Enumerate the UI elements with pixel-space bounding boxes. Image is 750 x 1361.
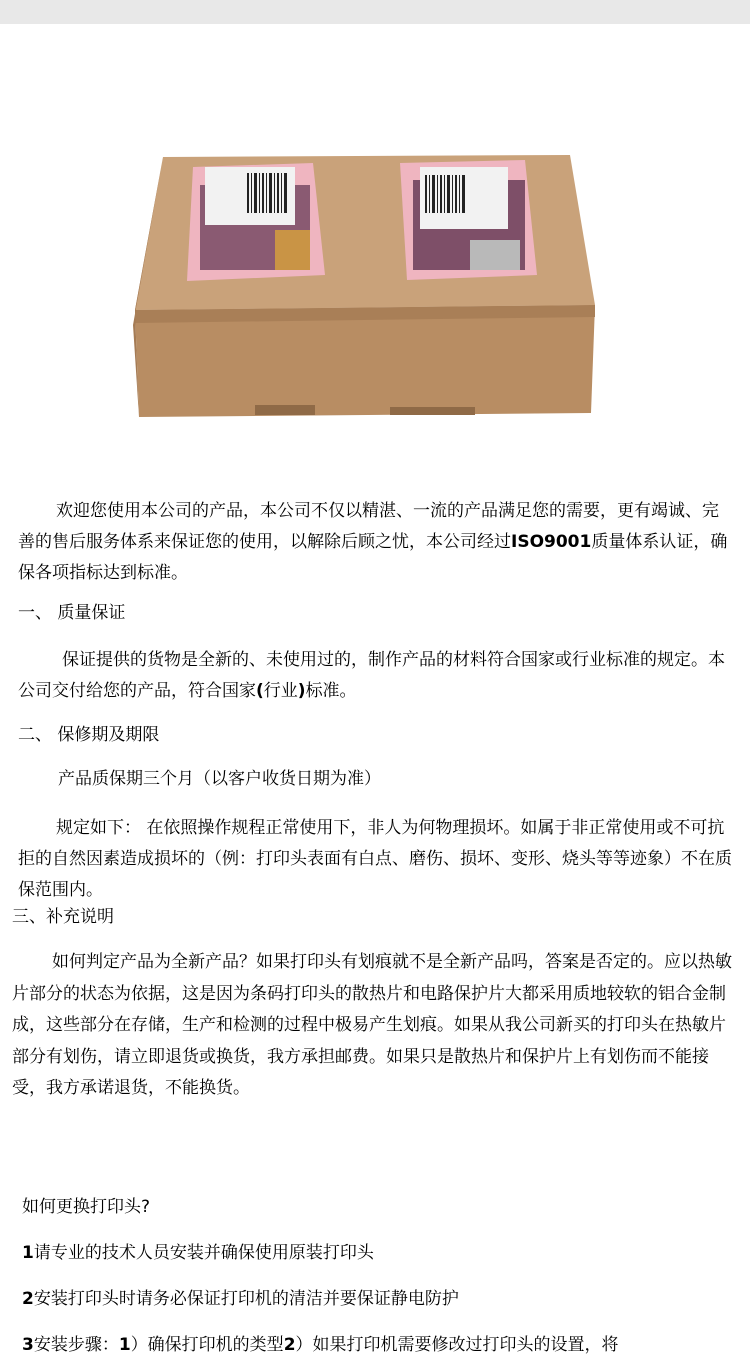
step-3-number: 3: [22, 1335, 34, 1355]
quality-text: 保证提供的货物是全新的、未使用过的，制作产品的材料符合国家或行业标准的规定。本公司交付给您的产品，符合国家: [18, 650, 725, 701]
warranty-rules: 规定如下： 在依照操作规程正常使用下，非人为何物理损坏。如属于非正常使用或不可抗拒的自然因素造成损坏的（例：打印头表面有白点、磨伤、损坏、变形、烧头等等迹象）不在质保范围内。: [18, 818, 732, 900]
warranty-period: 产品质保期三个月（以客户收货日期为准）: [58, 769, 381, 789]
replace-step-1: [22, 1238, 374, 1269]
package-left: [187, 163, 325, 281]
step-3-text-b: ）确保打印机的类型: [130, 1335, 284, 1355]
step-1-number: 1: [22, 1243, 34, 1263]
step-1-text: 请专业的技术人员安装并确保使用原装打印头: [33, 1243, 374, 1263]
section-heading-supplement: 三、补充说明: [12, 907, 114, 927]
quality-paren-open: (: [256, 681, 264, 701]
section-heading-warranty: 二、 保修期及期限: [18, 725, 160, 745]
supplement-paragraph: 如何判定产品为全新产品？如果打印头有划痕就不是全新产品吗，答案是否定的。应以热敏片部分的状态为依据，这是因为条码打印头的散热片和电路保护片大都采用质地较软的铝合金制成，这些部分在存储，生产和检测的过程中极易产生划痕。如果从我公司新买的打印头在热敏片部分有划伤，请立即退货或换货，我方承担邮费。如果只是散热片和保护片上有划伤而不能接受，我方承诺退货，不能换货。: [12, 952, 732, 1098]
replace-step-2: [22, 1284, 459, 1315]
step-2-text: 安装打印头时请务必保证打印机的清洁并要保证静电防护: [33, 1289, 459, 1309]
intro-text-2: 质量体系认证，确保各项指标达到标准。: [18, 532, 728, 583]
replace-heading: 如何更换打印头?: [22, 1197, 151, 1217]
step-2-number: 2: [22, 1289, 34, 1309]
replace-step-3: [22, 1330, 619, 1361]
step-3-text-a: 安装步骤：: [33, 1335, 119, 1355]
step-3-sub-2: 2: [283, 1335, 296, 1355]
step-3-sub-1: 1: [118, 1335, 131, 1355]
quality-text-end: 标准。: [305, 681, 357, 701]
quality-paragraph: [18, 645, 733, 707]
top-bar: [0, 0, 750, 24]
iso-label: ISO9001: [511, 532, 592, 552]
section-heading-quality: 一、 质量保证: [18, 603, 126, 623]
product-photo: [125, 145, 605, 435]
intro-text-1: 欢迎您使用本公司的产品，本公司不仅以精湛、一流的产品满足您的需要，更有竭诚、完善的售后服务体系来保证您的使用，以解除后顾之忧，本公司经过: [18, 501, 719, 552]
package-right: [400, 160, 537, 280]
intro-paragraph: [18, 496, 733, 589]
quality-paren-close: ): [297, 681, 306, 701]
step-3-text-c: ）如果打印机需要修改过打印头的设置，将: [295, 1335, 619, 1355]
quality-industry: 行业: [263, 681, 298, 701]
